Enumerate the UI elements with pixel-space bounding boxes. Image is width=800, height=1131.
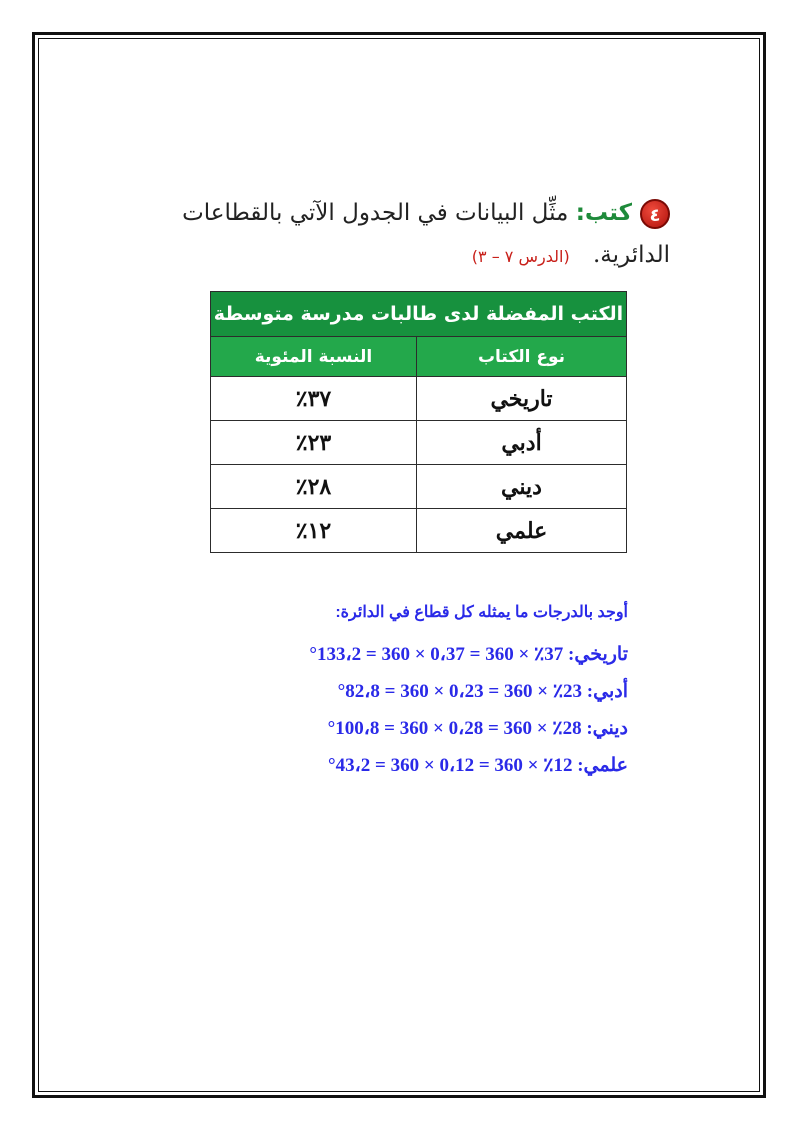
table-row [211, 377, 627, 421]
table-row [211, 465, 627, 509]
cell-percentage: ٢٣٪ [211, 421, 417, 465]
table-row [211, 509, 627, 553]
solution-line: أدبي: 23٪ × 360 = 0،23 × 360 = 82،8° [337, 681, 628, 702]
table-caption-row [211, 292, 627, 337]
problem-statement [180, 192, 670, 278]
cell-book-type: تاريخي [417, 377, 627, 421]
solution-title: أوجد بالدرجات ما يمثله كل قطاع في الدائرة: [335, 604, 628, 621]
cell-book-type: أدبي [417, 421, 627, 465]
cell-percentage: ١٢٪ [211, 509, 417, 553]
cell-percentage: ٢٨٪ [211, 465, 417, 509]
cell-book-type: ديني [417, 465, 627, 509]
header-percentage: النسبة المئوية [211, 337, 417, 377]
cell-book-type: علمي [417, 509, 627, 553]
table-header-row [211, 337, 627, 377]
problem-keyword: كتب: [575, 200, 632, 226]
solution-line: علمي: 12٪ × 360 = 0،12 × 360 = 43،2° [328, 755, 628, 776]
problem-text: مثِّل البيانات في الجدول الآتي بالقطاعات الدائرية. [182, 200, 670, 268]
solution-block [210, 600, 628, 784]
table-row [211, 421, 627, 465]
lesson-reference: (الدرس ٧ – ٣) [471, 247, 570, 266]
header-book-type: نوع الكتاب [417, 337, 627, 377]
solution-line: تاريخي: 37٪ × 360 = 0،37 × 360 = 133،2° [309, 644, 628, 665]
table-caption: الكتب المفضلة لدى طالبات مدرسة متوسطة [211, 292, 627, 337]
problem-number-badge: ٤ [640, 199, 670, 229]
books-table [210, 291, 627, 553]
solution-line: ديني: 28٪ × 360 = 0،28 × 360 = 100،8° [327, 718, 628, 739]
cell-percentage: ٣٧٪ [211, 377, 417, 421]
